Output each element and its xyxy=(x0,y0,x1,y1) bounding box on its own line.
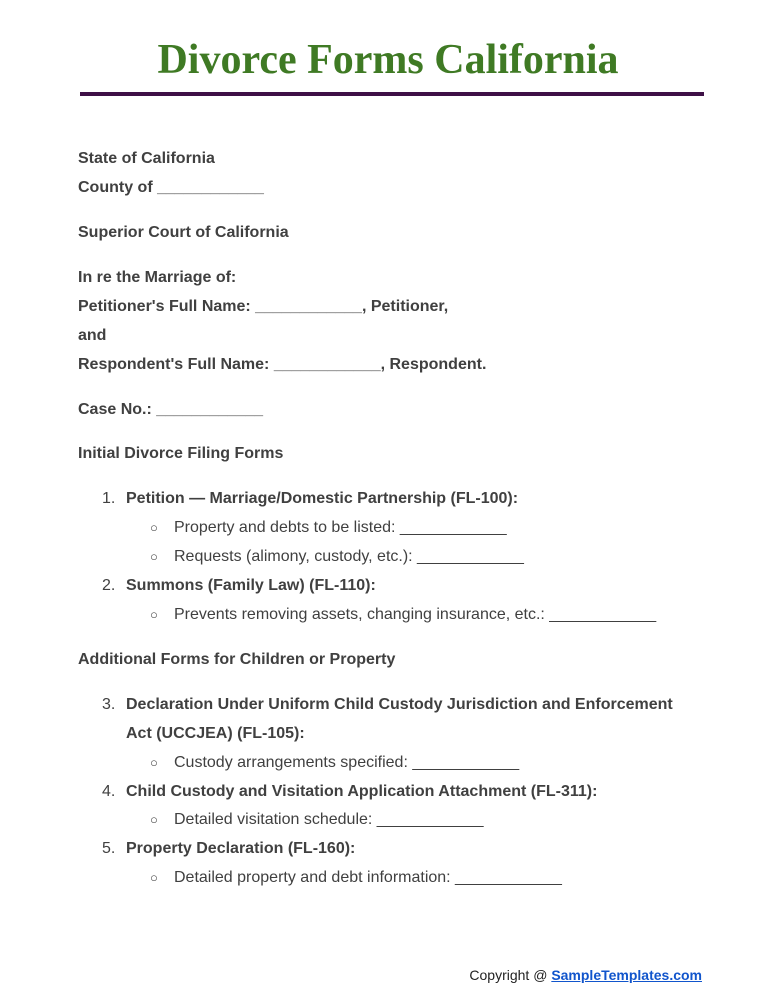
section-heading-initial: Initial Divorce Filing Forms xyxy=(78,445,284,462)
fl100-detail-requests: Requests (alimony, custody, etc.): ____________ xyxy=(174,548,524,565)
footer xyxy=(469,966,702,984)
item-number: 3. xyxy=(102,696,116,713)
form-item-fl100: Petition — Marriage/Domestic Partnership (FL-100): xyxy=(126,490,519,507)
fl100-detail-property: Property and debts to be listed: ____________ xyxy=(174,519,507,536)
item-number: 5. xyxy=(102,840,116,857)
case-number-line: Case No.: ____________ xyxy=(78,401,264,418)
and-line: and xyxy=(78,327,107,344)
county-line: County of ____________ xyxy=(78,179,264,196)
item-number: 4. xyxy=(102,783,116,800)
bullet-icon: ○ xyxy=(150,520,158,535)
copyright-link[interactable]: SampleTemplates.com xyxy=(551,967,702,983)
court-line: Superior Court of California xyxy=(78,224,289,241)
petitioner-line: Petitioner's Full Name: ____________, Petitioner, xyxy=(78,298,449,315)
bullet-icon: ○ xyxy=(150,812,158,827)
fl160-detail-property: Detailed property and debt information: ____________ xyxy=(174,869,562,886)
form-item-fl311: Child Custody and Visitation Application Attachment (FL-311): xyxy=(126,783,598,800)
form-item-fl160: Property Declaration (FL-160): xyxy=(126,840,356,857)
section-heading-additional: Additional Forms for Children or Property xyxy=(78,651,396,668)
bullet-icon: ○ xyxy=(150,755,158,770)
bullet-icon: ○ xyxy=(150,607,158,622)
form-item-fl110: Summons (Family Law) (FL-110): xyxy=(126,577,376,594)
page-title: Divorce Forms California xyxy=(157,37,619,83)
item-number: 1. xyxy=(102,490,116,507)
state-line: State of California xyxy=(78,150,215,167)
fl110-detail-prevents: Prevents removing assets, changing insurance, etc.: ____________ xyxy=(174,606,657,623)
fl311-detail-schedule: Detailed visitation schedule: ____________ xyxy=(174,811,484,828)
form-item-fl105: Declaration Under Uniform Child Custody Jurisdiction and Enforcement xyxy=(126,696,673,713)
marriage-line: In re the Marriage of: xyxy=(78,269,237,286)
fl105-detail-custody: Custody arrangements specified: ____________ xyxy=(174,754,520,771)
bullet-icon: ○ xyxy=(150,870,158,885)
bullet-icon: ○ xyxy=(150,549,158,564)
copyright-text: Copyright @ xyxy=(469,967,552,983)
respondent-line: Respondent's Full Name: ____________, Respondent. xyxy=(78,356,487,373)
item-number: 2. xyxy=(102,577,116,594)
title-divider xyxy=(80,92,704,96)
form-item-fl105-cont: Act (UCCJEA) (FL-105): xyxy=(126,725,305,742)
